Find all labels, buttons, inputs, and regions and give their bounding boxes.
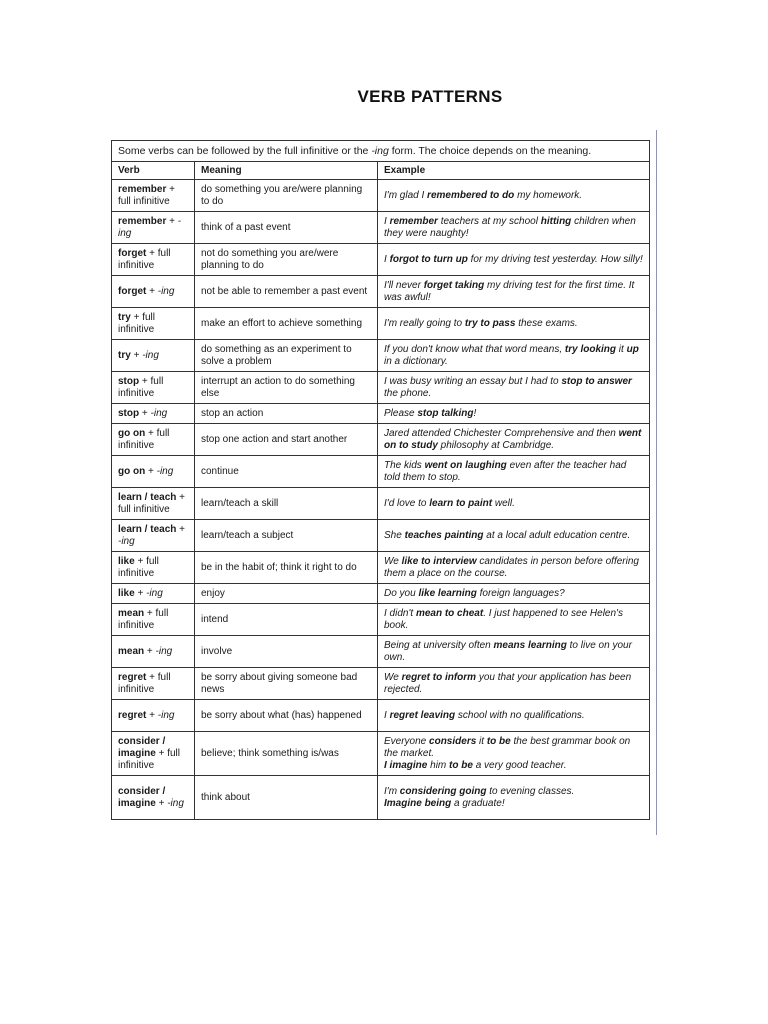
example-text-segment: Everyone xyxy=(384,735,430,747)
scan-edge-line xyxy=(656,130,657,835)
column-header-meaning: Meaning xyxy=(195,162,378,180)
example-text-segment: I xyxy=(384,253,390,265)
example-cell xyxy=(378,584,650,604)
example-text-segment: regret to inform xyxy=(401,671,477,683)
column-header-example: Example xyxy=(378,162,650,180)
verb-text-segment: + full infinitive xyxy=(118,375,164,399)
table-row xyxy=(112,456,650,488)
example-text-segment: the best grammar book on the market. xyxy=(384,735,631,759)
example-text-segment: regret leaving xyxy=(389,709,456,721)
meaning-cell: involve xyxy=(195,636,378,668)
verb-text-segment: + xyxy=(130,349,143,361)
verb-text-segment: + xyxy=(166,215,178,227)
meaning-cell: be sorry about what (has) happened xyxy=(195,700,378,732)
example-text-segment: like to interview xyxy=(401,555,477,567)
table-row xyxy=(112,604,650,636)
verb-cell xyxy=(112,340,195,372)
example-cell xyxy=(378,552,650,584)
verb-text-segment: + full infinitive xyxy=(118,747,180,771)
example-cell xyxy=(378,520,650,552)
verb-text-segment: try xyxy=(118,349,131,361)
verb-cell xyxy=(112,584,195,604)
example-text-segment: school with no qualifications. xyxy=(455,709,585,721)
verb-text-segment: -ing xyxy=(157,709,175,721)
verb-text-segment: -ing xyxy=(118,535,135,547)
verb-text-segment: -ing xyxy=(150,407,168,419)
example-text-segment: to live on your own. xyxy=(384,639,632,663)
table-row xyxy=(112,520,650,552)
verb-cell xyxy=(112,604,195,636)
example-text-segment: went on laughing xyxy=(424,459,507,471)
verb-text-segment: + full infinitive xyxy=(118,491,185,515)
table-row xyxy=(112,700,650,732)
example-text-segment: The kids xyxy=(384,459,425,471)
example-text-segment: like learning xyxy=(418,587,477,599)
verb-cell xyxy=(112,212,195,244)
example-cell xyxy=(378,668,650,700)
verb-text-segment: + xyxy=(176,523,185,535)
verb-text-segment: consider / imagine xyxy=(118,735,166,759)
example-text-segment: stop talking xyxy=(417,407,474,419)
example-text-segment: ! xyxy=(473,407,477,419)
meaning-cell: think of a past event xyxy=(195,212,378,244)
example-cell xyxy=(378,276,650,308)
example-cell xyxy=(378,340,650,372)
example-text-segment: went on to study xyxy=(384,427,642,451)
verb-text-segment: -ing xyxy=(156,465,174,477)
example-text-segment: the phone. xyxy=(384,387,432,399)
verb-text-segment: + full infinitive xyxy=(118,555,159,579)
example-text-segment: it xyxy=(476,735,487,747)
example-text-segment: for my driving test yesterday. How silly! xyxy=(467,253,643,265)
verb-cell xyxy=(112,700,195,732)
verb-text-segment: consider / imagine xyxy=(118,785,166,809)
table-row xyxy=(112,488,650,520)
example-text-segment: remember xyxy=(389,215,438,227)
example-text-segment: I was busy writing an essay but I had to xyxy=(384,375,562,387)
verb-text-segment: + xyxy=(134,587,147,599)
verb-text-segment: + xyxy=(145,465,157,477)
verb-text-segment: + xyxy=(155,797,168,809)
example-text-segment: to be xyxy=(486,735,511,747)
example-text-segment: I'm glad I xyxy=(384,189,428,201)
example-text-segment: forgot to turn up xyxy=(389,253,468,265)
example-text-segment: even after the teacher had told them to stop. xyxy=(384,459,627,483)
verb-text-segment: learn / teach xyxy=(118,523,177,535)
example-text-segment: try looking xyxy=(564,343,617,355)
verb-text-segment: forget xyxy=(118,285,147,297)
example-cell xyxy=(378,372,650,404)
example-text-segment: these exams. xyxy=(515,317,578,329)
meaning-cell: do something you are/were planning to do xyxy=(195,180,378,212)
example-cell xyxy=(378,424,650,456)
meaning-cell: continue xyxy=(195,456,378,488)
meaning-cell: stop one action and start another xyxy=(195,424,378,456)
verb-cell xyxy=(112,308,195,340)
example-text-segment: at a local adult education centre. xyxy=(483,529,631,541)
example-cell xyxy=(378,180,650,212)
table-row xyxy=(112,340,650,372)
verb-cell xyxy=(112,456,195,488)
example-text-segment: I xyxy=(384,215,390,227)
example-text-segment: up xyxy=(626,343,639,355)
example-text-segment: try to pass xyxy=(464,317,516,329)
example-cell xyxy=(378,404,650,424)
page-title: VERB PATTERNS xyxy=(357,87,503,106)
table-row xyxy=(112,668,650,700)
example-text-segment: my driving test for the first time. It was awful! xyxy=(384,279,635,303)
column-header-verb: Verb xyxy=(112,162,195,180)
example-text-segment: a graduate! xyxy=(451,797,505,809)
meaning-cell: learn/teach a subject xyxy=(195,520,378,552)
verb-cell xyxy=(112,636,195,668)
verb-text-segment: -ing xyxy=(167,797,184,809)
verb-text-segment: + full infinitive xyxy=(118,183,175,207)
example-text-segment: We xyxy=(384,671,402,683)
verb-text-segment: -ing xyxy=(155,645,173,657)
example-text-segment: She xyxy=(384,529,405,541)
verb-text-segment: + full infinitive xyxy=(118,427,170,451)
verb-text-segment: go on xyxy=(118,427,146,439)
example-text-segment: Jared attended Chichester Comprehensive and then xyxy=(384,427,619,439)
example-text-segment: foreign languages? xyxy=(476,587,565,599)
verb-text-segment: regret xyxy=(118,671,147,683)
example-text-segment: to evening classes. xyxy=(486,785,575,797)
verb-text-segment: + xyxy=(139,407,151,419)
table-row xyxy=(112,212,650,244)
table-header-row xyxy=(112,162,650,180)
intro-text xyxy=(112,141,650,162)
example-text-segment: to be xyxy=(449,759,473,771)
example-cell xyxy=(378,212,650,244)
example-text-segment: philosophy at Cambridge. xyxy=(437,439,555,451)
example-text-segment: If you don't know what that word means, xyxy=(384,343,565,355)
verb-text-segment: stop xyxy=(118,375,140,387)
verb-text-segment: try xyxy=(118,311,131,323)
example-text-segment: I'm really going to xyxy=(384,317,465,329)
intro-row xyxy=(112,141,650,162)
meaning-cell: be in the habit of; think it right to do xyxy=(195,552,378,584)
table-row xyxy=(112,584,650,604)
verb-text-segment: learn / teach xyxy=(118,491,177,503)
example-text-segment: stop to answer xyxy=(561,375,632,387)
meaning-cell: believe; think something is/was xyxy=(195,732,378,776)
meaning-cell: interrupt an action to do something else xyxy=(195,372,378,404)
example-text-segment: you that your application has been rejected. xyxy=(384,671,632,695)
table-row xyxy=(112,732,650,776)
example-cell xyxy=(378,636,650,668)
table-row xyxy=(112,308,650,340)
example-text-segment: hitting xyxy=(540,215,572,227)
verb-patterns-table xyxy=(111,140,650,820)
verb-text-segment: + full infinitive xyxy=(118,671,171,695)
verb-text-segment: -ing xyxy=(146,587,163,599)
example-text-segment: mean to cheat xyxy=(415,607,484,619)
example-text-segment: remembered to do xyxy=(427,189,515,201)
example-text-segment: Being at university often xyxy=(384,639,494,651)
verb-text-segment: + xyxy=(146,709,158,721)
table-row xyxy=(112,424,650,456)
verb-text-segment: forget xyxy=(118,247,147,259)
example-text-segment: considers xyxy=(429,735,477,747)
example-cell xyxy=(378,700,650,732)
example-text-segment: I didn't xyxy=(384,607,416,619)
example-text-segment: I xyxy=(384,709,390,721)
meaning-cell: not be able to remember a past event xyxy=(195,276,378,308)
verb-cell xyxy=(112,244,195,276)
verb-cell xyxy=(112,180,195,212)
meaning-cell: be sorry about giving someone bad news xyxy=(195,668,378,700)
verb-text-segment: -ing xyxy=(118,215,182,239)
example-text-segment: teachers at my school xyxy=(437,215,541,227)
verb-text-segment: -ing xyxy=(142,349,159,361)
verb-text-segment: stop xyxy=(118,407,140,419)
verb-text-segment: mean xyxy=(118,607,145,619)
verb-text-segment: regret xyxy=(118,709,147,721)
verb-cell xyxy=(112,372,195,404)
example-cell xyxy=(378,244,650,276)
verb-text-segment: + full infinitive xyxy=(118,247,171,271)
verb-text-segment: + xyxy=(144,645,156,657)
example-text-segment: I'll never xyxy=(384,279,424,291)
intro-text-part: form. The choice depends on the meaning. xyxy=(388,145,592,157)
verb-cell xyxy=(112,424,195,456)
example-text-segment: considering going xyxy=(399,785,487,797)
verb-text-segment: + full infinitive xyxy=(118,607,169,631)
example-text-segment: it xyxy=(616,343,627,355)
example-cell xyxy=(378,308,650,340)
verb-cell xyxy=(112,488,195,520)
table-row xyxy=(112,776,650,820)
meaning-cell: make an effort to achieve something xyxy=(195,308,378,340)
verb-cell xyxy=(112,520,195,552)
example-cell xyxy=(378,732,650,776)
verb-text-segment: like xyxy=(118,587,135,599)
table-row xyxy=(112,372,650,404)
table-row xyxy=(112,404,650,424)
meaning-cell: learn/teach a skill xyxy=(195,488,378,520)
meaning-cell: not do something you are/were planning to do xyxy=(195,244,378,276)
example-text-segment: my homework. xyxy=(514,189,583,201)
table-row xyxy=(112,244,650,276)
example-text-segment: We xyxy=(384,555,402,567)
verb-cell xyxy=(112,404,195,424)
example-text-segment: forget taking xyxy=(423,279,485,291)
verb-text-segment: + xyxy=(146,285,158,297)
verb-text-segment: go on xyxy=(118,465,146,477)
example-text-segment: him xyxy=(427,759,450,771)
example-cell xyxy=(378,456,650,488)
meaning-cell: think about xyxy=(195,776,378,820)
verb-text-segment: like xyxy=(118,555,135,567)
example-cell xyxy=(378,488,650,520)
verb-cell xyxy=(112,776,195,820)
table-row xyxy=(112,180,650,212)
example-text-segment: I imagine xyxy=(384,759,428,771)
example-cell xyxy=(378,776,650,820)
meaning-cell: do something as an experiment to solve a problem xyxy=(195,340,378,372)
example-text-segment: well. xyxy=(492,497,515,509)
example-cell xyxy=(378,604,650,636)
verb-cell xyxy=(112,668,195,700)
table-row xyxy=(112,636,650,668)
meaning-cell: stop an action xyxy=(195,404,378,424)
example-text-segment: means learning xyxy=(493,639,567,651)
example-text-segment: . I just happened to see Helen's book. xyxy=(384,607,623,631)
example-text-segment: candidates in person before offering them a place on the course. xyxy=(384,555,639,579)
verb-text-segment: mean xyxy=(118,645,145,657)
example-text-segment: a very good teacher. xyxy=(472,759,567,771)
example-text-segment: Imagine being xyxy=(384,797,452,809)
verb-text-segment: remember xyxy=(118,183,167,195)
verb-text-segment: + full infinitive xyxy=(118,311,155,335)
table-row xyxy=(112,552,650,584)
example-text-segment: Do you xyxy=(384,587,419,599)
example-text-segment: teaches painting xyxy=(404,529,484,541)
example-text-segment: I'm xyxy=(384,785,400,797)
example-text-segment: learn to paint xyxy=(429,497,493,509)
table-row xyxy=(112,276,650,308)
meaning-cell: enjoy xyxy=(195,584,378,604)
verb-text-segment: -ing xyxy=(157,285,175,297)
example-text-segment: Please xyxy=(384,407,418,419)
intro-text-part: Some verbs can be followed by the full infinitive or the xyxy=(118,145,372,157)
example-text-segment: in a dictionary. xyxy=(384,355,448,367)
meaning-cell: intend xyxy=(195,604,378,636)
example-text-segment: children when they were naughty! xyxy=(384,215,636,239)
verb-cell xyxy=(112,552,195,584)
verb-cell xyxy=(112,276,195,308)
example-text-segment: I'd love to xyxy=(384,497,430,509)
verb-text-segment: remember xyxy=(118,215,167,227)
intro-text-italic: -ing xyxy=(371,145,389,157)
verb-cell xyxy=(112,732,195,776)
